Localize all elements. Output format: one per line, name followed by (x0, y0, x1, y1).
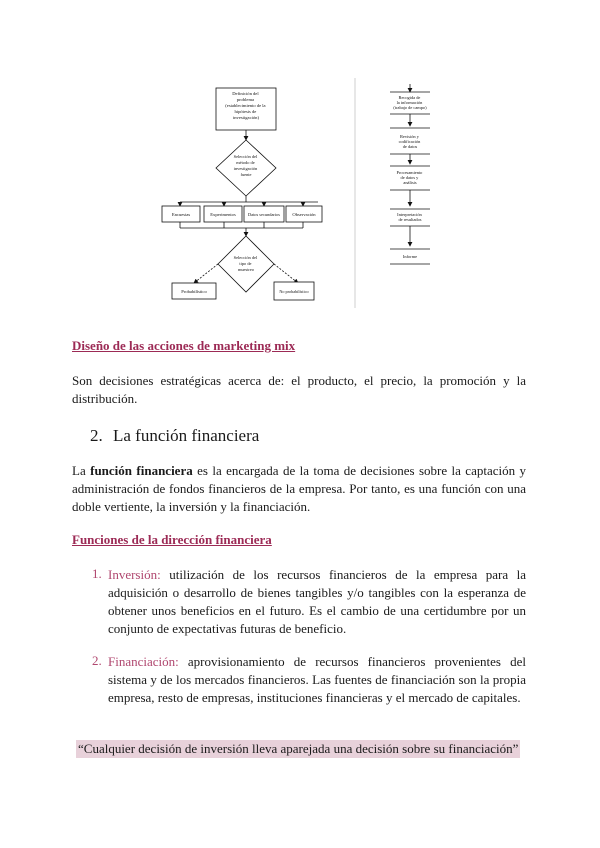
highlighted-quote: “Cualquier decisión de inversión lleva aparejada una decisión sobre su financiación” (78, 741, 519, 756)
list-term: Financiación: (108, 654, 179, 669)
problem-text: Definición del problema (establecimiento de la hipótesis de investigación) (225, 91, 266, 120)
right-step-text: Informe (402, 254, 418, 259)
section-title-text: La función financiera (113, 426, 260, 445)
right-step-text: Revisión y codificación de datos (398, 134, 421, 149)
sample-label: No probabilístico (279, 289, 309, 294)
functions-heading: Funciones de la dirección financiera (72, 532, 272, 547)
right-step-text: Recogida de la información (trabajo de campo) (393, 95, 427, 110)
research-flowchart (150, 78, 450, 308)
intro-bold-term: función financiera (90, 463, 193, 478)
section-number: 2. (90, 426, 103, 445)
section-title (90, 426, 259, 446)
list-item-financiacion (108, 653, 526, 707)
source-label: Encuestas (171, 212, 191, 217)
source-decision-text: Selección del método de investigación fuente (233, 154, 258, 177)
source-label: Datos secundarios (247, 212, 281, 217)
sample-decision-text: Selección del tipo de muestreo (233, 255, 258, 272)
intro-pre: La (72, 463, 91, 478)
list-text: utilización de los recursos financieros de la empresa para la adquisición o desarrollo de bienes tangibles y/o tangibles con la esperanza de obtener unos beneficios en el futuro. Es el cambio de una certidumbre por un conjunto de expectativas futuras de beneficio. (108, 567, 526, 636)
list-number: 2. (92, 653, 102, 668)
marketing-mix-heading: Diseño de las acciones de marketing mix (72, 338, 296, 353)
marketing-mix-paragraph: Son decisiones estratégicas acerca de: el producto, el precio, la promoción y la distribución. (72, 373, 526, 406)
list-number: 1. (92, 566, 102, 581)
list-item-inversion (108, 566, 526, 638)
intro-post: es la encargada de la toma de decisiones sobre la captación y administración de fondos financieros de la empresa. Por tanto, es una función con una doble vertiente, la inversión y la financiación. (72, 463, 526, 514)
source-label: Observación (292, 212, 316, 217)
right-step-text: Interpretación de resultados (397, 212, 422, 222)
list-text: aprovisionamiento de recursos financieros provenientes del sistema y de los mercados financieros. Las fuentes de financiación son la propia empresa, resto de empresas, instituciones financieras y el mercado de capitales. (108, 654, 526, 705)
intro-paragraph (72, 462, 526, 516)
source-label: Experimentos (210, 212, 236, 217)
sample-label: Probabilístico (181, 289, 207, 294)
right-step-text: Procesamiento de datos y análisis (396, 170, 423, 185)
list-term: Inversión: (108, 567, 161, 582)
